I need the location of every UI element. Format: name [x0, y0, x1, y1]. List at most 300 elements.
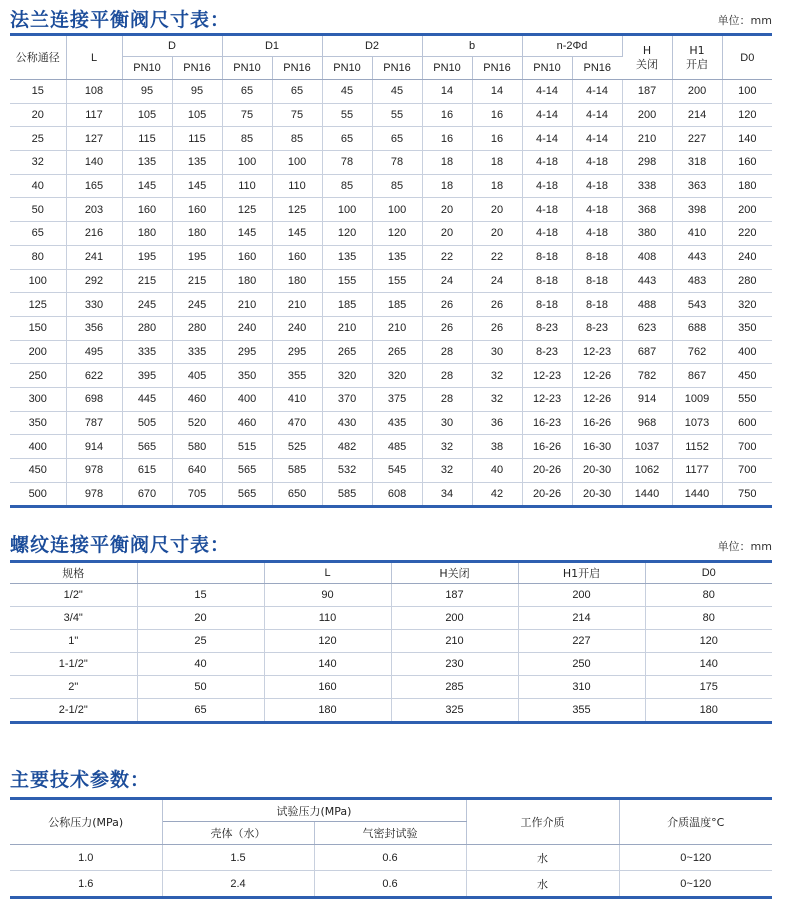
header-h-closed: H关闭	[391, 562, 518, 584]
table-cell: 45	[372, 80, 422, 104]
table-cell: 4-14	[572, 103, 622, 127]
table-cell: 285	[391, 676, 518, 699]
table-cell: 623	[622, 316, 672, 340]
table-cell: 210	[322, 316, 372, 340]
table-cell: 195	[172, 245, 222, 269]
table-cell: 32	[422, 435, 472, 459]
table-cell: 140	[645, 653, 772, 676]
table-cell: 65	[372, 127, 422, 151]
table-cell: 245	[122, 293, 172, 317]
header-h1-sub: 开启	[686, 57, 709, 71]
table-cell: 214	[518, 607, 645, 630]
table-cell: 36	[472, 411, 522, 435]
table-cell: 110	[264, 607, 391, 630]
table-cell: 2"	[10, 676, 137, 699]
table-cell: 120	[645, 630, 772, 653]
table-cell: 175	[645, 676, 772, 699]
table-cell: 1/2"	[10, 584, 137, 607]
table-cell: 2-1/2"	[10, 699, 137, 723]
table-cell: 525	[272, 435, 322, 459]
table-cell: 55	[372, 103, 422, 127]
header-l: L	[66, 35, 122, 80]
header-pn16: PN16	[572, 57, 622, 80]
table-cell: 210	[372, 316, 422, 340]
table-cell: 585	[272, 459, 322, 483]
table-row	[10, 387, 772, 411]
thread-table-body	[10, 584, 772, 723]
table-cell: 78	[322, 151, 372, 175]
table-cell: 85	[272, 127, 322, 151]
table-cell: 180	[264, 699, 391, 723]
table-cell: 110	[222, 174, 272, 198]
table-cell: 400	[222, 387, 272, 411]
table-cell: 20	[137, 607, 264, 630]
table-row	[10, 699, 772, 723]
table-cell: 160	[122, 198, 172, 222]
table-cell: 210	[391, 630, 518, 653]
table-cell: 8-18	[572, 269, 622, 293]
table-cell: 445	[122, 387, 172, 411]
table-cell: 30	[422, 411, 472, 435]
table-cell: 160	[264, 676, 391, 699]
table-cell: 203	[66, 198, 122, 222]
table-cell: 622	[66, 364, 122, 388]
table-cell: 470	[272, 411, 322, 435]
table-cell: 20-26	[522, 459, 572, 483]
table-cell: 0.6	[314, 871, 466, 898]
table-cell: 210	[622, 127, 672, 151]
table-cell: 100	[372, 198, 422, 222]
table-cell: 4-18	[572, 222, 622, 246]
header-h	[622, 35, 672, 80]
table-row	[10, 245, 772, 269]
table-cell: 280	[722, 269, 772, 293]
table-cell: 80	[645, 584, 772, 607]
table-cell: 310	[518, 676, 645, 699]
table-cell: 145	[222, 222, 272, 246]
table-cell: 0~120	[619, 845, 772, 871]
table-cell: 400	[722, 340, 772, 364]
table-cell: 450	[10, 459, 66, 483]
table-cell: 408	[622, 245, 672, 269]
table-cell: 1440	[672, 482, 722, 507]
table-cell: 90	[264, 584, 391, 607]
table-cell: 117	[66, 103, 122, 127]
table-cell: 85	[322, 174, 372, 198]
table-cell: 45	[322, 80, 372, 104]
table-cell: 32	[10, 151, 66, 175]
table-cell: 1037	[622, 435, 672, 459]
table-cell: 398	[672, 198, 722, 222]
table-cell: 16-26	[572, 411, 622, 435]
table-cell: 350	[222, 364, 272, 388]
table-cell: 160	[272, 245, 322, 269]
table-cell: 16	[422, 103, 472, 127]
table-cell: 20	[472, 222, 522, 246]
table-cell: 330	[66, 293, 122, 317]
table-cell: 320	[722, 293, 772, 317]
table-cell: 215	[122, 269, 172, 293]
table-cell: 543	[672, 293, 722, 317]
table-row	[10, 222, 772, 246]
table-cell: 368	[622, 198, 672, 222]
header-d2: D2	[322, 35, 422, 57]
table-cell: 125	[10, 293, 66, 317]
table-cell: 400	[10, 435, 66, 459]
table-cell: 867	[672, 364, 722, 388]
table-cell: 80	[645, 607, 772, 630]
header-n2d: n-2Φd	[522, 35, 622, 57]
table-cell: 460	[172, 387, 222, 411]
table-row	[10, 340, 772, 364]
table-cell: 78	[372, 151, 422, 175]
table-cell: 300	[10, 387, 66, 411]
table-cell: 482	[322, 435, 372, 459]
table-cell: 32	[472, 364, 522, 388]
thread-dimension-table	[10, 560, 772, 724]
table-cell: 914	[622, 387, 672, 411]
table-cell: 50	[137, 676, 264, 699]
table-cell: 50	[10, 198, 66, 222]
table-cell: 127	[66, 127, 122, 151]
table-row	[10, 198, 772, 222]
table-cell: 515	[222, 435, 272, 459]
table-cell: 240	[722, 245, 772, 269]
table-cell: 670	[122, 482, 172, 507]
table-row	[10, 174, 772, 198]
header-spec: 规格	[10, 562, 137, 584]
table-cell: 105	[172, 103, 222, 127]
table-cell: 12-23	[572, 340, 622, 364]
table-cell: 14	[472, 80, 522, 104]
table-cell: 100	[322, 198, 372, 222]
header-pn16: PN16	[272, 57, 322, 80]
table-cell: 85	[372, 174, 422, 198]
table-cell: 160	[172, 198, 222, 222]
table-cell: 705	[172, 482, 222, 507]
table-cell: 160	[222, 245, 272, 269]
table-cell: 355	[272, 364, 322, 388]
table-cell: 80	[10, 245, 66, 269]
table-cell: 8-23	[522, 340, 572, 364]
table-cell: 698	[66, 387, 122, 411]
table-cell: 4-18	[572, 198, 622, 222]
table-cell: 75	[272, 103, 322, 127]
table-cell: 155	[372, 269, 422, 293]
table-cell: 220	[722, 222, 772, 246]
table-cell: 100	[10, 269, 66, 293]
table-cell: 240	[272, 316, 322, 340]
table-cell: 16-26	[522, 435, 572, 459]
table-cell: 338	[622, 174, 672, 198]
table-cell: 195	[122, 245, 172, 269]
table-cell: 565	[222, 482, 272, 507]
table-cell: 8-18	[522, 293, 572, 317]
table-cell: 485	[372, 435, 422, 459]
table-cell: 32	[472, 387, 522, 411]
table-cell: 687	[622, 340, 672, 364]
table-row	[10, 459, 772, 483]
table-cell: 325	[391, 699, 518, 723]
table-cell: 1440	[622, 482, 672, 507]
table-cell: 505	[122, 411, 172, 435]
table-row	[10, 435, 772, 459]
table-cell: 4-18	[572, 151, 622, 175]
table-cell: 12-26	[572, 387, 622, 411]
table-cell: 430	[322, 411, 372, 435]
table-cell: 4-14	[522, 103, 572, 127]
table-cell: 495	[66, 340, 122, 364]
table-cell: 125	[222, 198, 272, 222]
table-cell: 28	[422, 364, 472, 388]
table-cell: 640	[172, 459, 222, 483]
table-cell: 145	[172, 174, 222, 198]
header-medium: 工作介质	[466, 799, 619, 845]
table-cell: 120	[264, 630, 391, 653]
table-cell: 265	[322, 340, 372, 364]
table-cell: 140	[722, 127, 772, 151]
table-cell: 978	[66, 459, 122, 483]
table-row	[10, 293, 772, 317]
table-cell: 410	[672, 222, 722, 246]
table-cell: 24	[472, 269, 522, 293]
table-cell: 20-30	[572, 482, 622, 507]
table-cell: 295	[272, 340, 322, 364]
header-d1: D1	[222, 35, 322, 57]
table-cell: 40	[10, 174, 66, 198]
table-cell: 4-18	[522, 151, 572, 175]
table-cell: 水	[466, 871, 619, 898]
table-cell: 227	[672, 127, 722, 151]
table-cell: 356	[66, 316, 122, 340]
table-cell: 0~120	[680, 877, 712, 890]
table-cell: 350	[722, 316, 772, 340]
table-cell: 4-18	[522, 222, 572, 246]
table-cell: 145	[122, 174, 172, 198]
table-cell: 12-23	[522, 387, 572, 411]
table-row	[10, 653, 772, 676]
table-cell: 0.6	[314, 845, 466, 871]
table-cell: 65	[322, 127, 372, 151]
params-table-body	[10, 845, 772, 898]
table-cell: 8-18	[522, 269, 572, 293]
table-cell: 245	[172, 293, 222, 317]
table-cell: 688	[672, 316, 722, 340]
table-cell: 20-30	[572, 459, 622, 483]
header-d0: D0	[722, 35, 772, 80]
table-cell: 370	[322, 387, 372, 411]
table-cell: 1-1/2"	[10, 653, 137, 676]
table-cell: 200	[672, 80, 722, 104]
table-cell: 140	[264, 653, 391, 676]
table-cell: 180	[172, 222, 222, 246]
table-cell: 22	[472, 245, 522, 269]
table-row	[10, 269, 772, 293]
table-cell: 914	[66, 435, 122, 459]
table-cell: 1073	[672, 411, 722, 435]
table-cell: 135	[372, 245, 422, 269]
header-seal-test: 气密封试验	[314, 822, 466, 845]
table-cell: 700	[722, 435, 772, 459]
table-cell: 565	[222, 459, 272, 483]
table-cell: 12-26	[572, 364, 622, 388]
table-cell: 483	[672, 269, 722, 293]
params-table-title: 主要技术参数：	[10, 769, 151, 791]
table-cell: 210	[272, 293, 322, 317]
table-cell: 115	[122, 127, 172, 151]
table-cell: 180	[699, 704, 718, 716]
flange-unit-label: 单位：mm	[717, 14, 772, 27]
table-cell: 363	[672, 174, 722, 198]
table-cell: 532	[322, 459, 372, 483]
table-cell: 30	[472, 340, 522, 364]
header-pn10: PN10	[522, 57, 572, 80]
technical-params-table	[10, 797, 772, 899]
table-cell: 65	[222, 80, 272, 104]
table-cell: 18	[472, 151, 522, 175]
header-h1-label: H1	[689, 43, 705, 57]
table-cell: 100	[222, 151, 272, 175]
table-cell: 15	[137, 584, 264, 607]
table-cell: 165	[66, 174, 122, 198]
table-cell: 65	[137, 699, 264, 723]
table-cell: 40	[472, 459, 522, 483]
table-cell: 15	[10, 80, 66, 104]
table-cell: 8-23	[572, 316, 622, 340]
table-cell: 1009	[672, 387, 722, 411]
table-cell: 375	[372, 387, 422, 411]
table-cell: 4-14	[572, 127, 622, 151]
table-cell: 241	[66, 245, 122, 269]
table-row	[10, 127, 772, 151]
table-cell: 150	[10, 316, 66, 340]
table-cell: 26	[472, 293, 522, 317]
table-cell: 8-18	[572, 245, 622, 269]
flange-dimension-table	[10, 33, 772, 508]
table-cell: 34	[422, 482, 472, 507]
table-cell: 95	[122, 80, 172, 104]
table-cell: 180	[122, 222, 172, 246]
table-cell: 105	[122, 103, 172, 127]
table-cell: 65	[10, 222, 66, 246]
table-cell: 335	[172, 340, 222, 364]
table-cell: 1.6	[10, 871, 162, 898]
table-cell: 200	[722, 198, 772, 222]
header-pn16: PN16	[372, 57, 422, 80]
table-cell: 4-18	[522, 198, 572, 222]
table-cell: 16-23	[522, 411, 572, 435]
table-cell: 1177	[672, 459, 722, 483]
table-cell: 4-18	[522, 174, 572, 198]
table-cell: 180	[722, 174, 772, 198]
table-cell: 187	[622, 80, 672, 104]
thread-table-title: 螺纹连接平衡阀尺寸表：	[10, 534, 231, 556]
table-cell: 110	[272, 174, 322, 198]
table-cell: 405	[172, 364, 222, 388]
table-row	[10, 364, 772, 388]
header-pn10: PN10	[322, 57, 372, 80]
table-cell: 292	[66, 269, 122, 293]
table-row	[10, 103, 772, 127]
table-cell: 200	[622, 103, 672, 127]
table-cell: 120	[722, 103, 772, 127]
table-cell: 250	[10, 364, 66, 388]
table-cell: 2.4	[162, 871, 314, 898]
header-pn10: PN10	[222, 57, 272, 80]
table-cell: 355	[518, 699, 645, 723]
table-cell: 135	[322, 245, 372, 269]
table-cell: 443	[622, 269, 672, 293]
table-cell: 20-26	[522, 482, 572, 507]
table-cell: 22	[422, 245, 472, 269]
table-cell: 320	[372, 364, 422, 388]
table-cell: 410	[272, 387, 322, 411]
table-cell: 565	[122, 435, 172, 459]
table-cell: 65	[272, 80, 322, 104]
table-cell: 100	[722, 80, 772, 104]
table-cell: 1.5	[162, 845, 314, 871]
table-cell: 42	[472, 482, 522, 507]
table-cell: 24	[422, 269, 472, 293]
table-cell: 125	[272, 198, 322, 222]
table-cell: 968	[622, 411, 672, 435]
table-cell: 214	[672, 103, 722, 127]
table-cell: 185	[322, 293, 372, 317]
table-cell: 18	[422, 151, 472, 175]
table-cell: 298	[622, 151, 672, 175]
flange-table-body	[10, 80, 772, 507]
table-cell: 100	[272, 151, 322, 175]
header-pn16: PN16	[172, 57, 222, 80]
table-cell: 20	[472, 198, 522, 222]
table-cell: 4-18	[572, 174, 622, 198]
table-cell: 280	[122, 316, 172, 340]
table-cell: 26	[422, 316, 472, 340]
header-h-sub: 关闭	[636, 57, 659, 71]
table-cell: 115	[172, 127, 222, 151]
table-cell: 782	[622, 364, 672, 388]
table-row	[10, 411, 772, 435]
table-cell: 75	[222, 103, 272, 127]
table-cell: 227	[518, 630, 645, 653]
header-test-pressure: 试验压力(MPa)	[162, 799, 466, 822]
header-temperature: 介质温度°C	[619, 799, 772, 845]
table-cell: 38	[472, 435, 522, 459]
table-cell: 135	[122, 151, 172, 175]
table-cell: 545	[372, 459, 422, 483]
table-cell: 520	[172, 411, 222, 435]
table-cell: 16	[422, 127, 472, 151]
table-cell: 650	[272, 482, 322, 507]
header-pn16: PN16	[472, 57, 522, 80]
table-cell: 250	[518, 653, 645, 676]
table-cell: 1.0	[10, 845, 162, 871]
table-cell: 450	[722, 364, 772, 388]
header-dn: 公称通径	[10, 35, 66, 80]
table-cell: 18	[422, 174, 472, 198]
table-row	[10, 584, 772, 607]
table-cell: 488	[622, 293, 672, 317]
table-cell: 140	[66, 151, 122, 175]
header-h1	[672, 35, 722, 80]
table-cell: 20	[10, 103, 66, 127]
table-cell: 395	[122, 364, 172, 388]
table-cell: 16	[472, 103, 522, 127]
table-cell: 185	[372, 293, 422, 317]
table-cell: 95	[172, 80, 222, 104]
header-pn10: PN10	[122, 57, 172, 80]
table-cell: 460	[222, 411, 272, 435]
